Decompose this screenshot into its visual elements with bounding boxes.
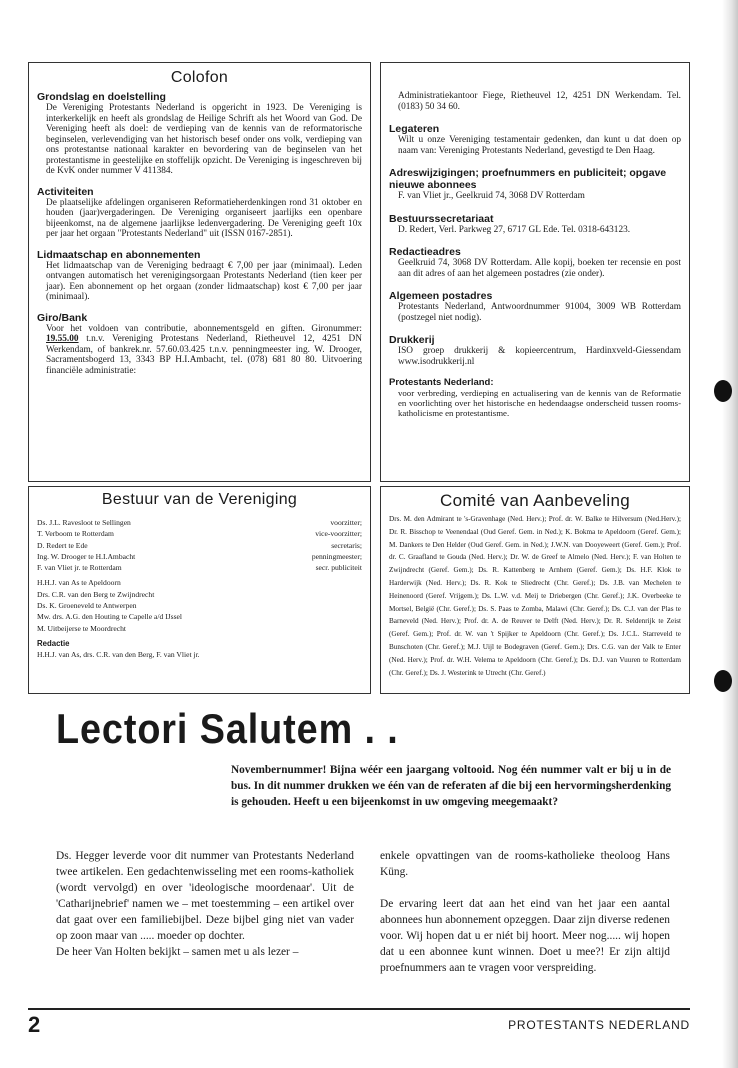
colofon-box bbox=[28, 62, 371, 482]
giro-body bbox=[46, 324, 362, 377]
officer-name: Ing. W. Drooger te H.I.Ambacht bbox=[37, 551, 136, 561]
grondslag-heading: Grondslag en doelstelling bbox=[37, 91, 166, 103]
postadres-body: Protestants Nederland, Antwoordnummer 91004, 3009 WB Rotterdam (postzegel niet nodig). bbox=[398, 302, 681, 323]
page-headline: Lectori Salutem . . bbox=[56, 705, 399, 752]
activiteiten-body: De plaatselijke afdelingen organiseren Reformatieherdenkingen rond 31 oktober en houden (jaar)vergaderingen. De Vereniging organiseert jaarlijks een openbare bijeenkomst, na de algemene jaarlijkse ledenvergadering. De Vereniging geeft 10x per jaar het orgaan "Protestants Nederland" uit (ISSN 0167-2851). bbox=[46, 197, 362, 239]
bestuurssecretariaat-heading: Bestuurssecretariaat bbox=[389, 212, 494, 225]
pn-heading: Protestants Nederland: bbox=[389, 377, 494, 388]
binding-hole bbox=[714, 380, 732, 402]
officer-name: D. Redert te Ede bbox=[37, 540, 88, 550]
member-item: H.H.J. van As te Apeldoorn bbox=[37, 578, 121, 588]
giro-heading: Giro/Bank bbox=[37, 311, 88, 324]
giro-text-after: t.n.v. Vereniging Protestans Nederland, Rietheuvel 12, 4251 DN Werkendam, of bankrek.nr. 57.60.03.425 t.n.v. penningmeester ing. W. Drooger, Sacramentsbogerd 13, 3343 BP H.I.Ambacht, tel. (078) 681 80 80. Uitvoering financiële administratie: bbox=[46, 334, 362, 376]
article-paragraph: Ds. Hegger leverde voor dit nummer van Protestants Nederland twee artikelen. Een gedachtenwisseling met een rooms-katholiek (wordt vervolgd) en over 'ideologische moordenaar'. Uit de 'Catharijnebrief' namen we – met toestemming – een artikel over dat gaat over een familiebijbel. Deze bijbel ging niet van vader op zoon maar van ..... moeder op dochter. bbox=[56, 850, 354, 942]
article-paragraph: enkele opvattingen van de rooms-katholieke theoloog Hans Küng. bbox=[380, 850, 670, 878]
drukkerij-heading: Drukkerij bbox=[389, 334, 435, 346]
drukkerij-body: ISO groep drukkerij & kopieercentrum, Hardinxveld-Giessendam www.isodrukkerij.nl bbox=[398, 346, 681, 367]
officer-name: T. Verboom te Rotterdam bbox=[37, 529, 114, 539]
legateren-heading: Legateren bbox=[389, 123, 440, 135]
magazine-name: PROTESTANTS NEDERLAND bbox=[508, 1018, 690, 1032]
comite-title: Comité van Aanbeveling bbox=[440, 491, 630, 510]
lidmaatschap-heading: Lidmaatschap en abonnementen bbox=[37, 248, 201, 261]
member-item: Drs. C.R. van den Berg te Zwijndrecht bbox=[37, 589, 155, 599]
officer-role: penningmeester; bbox=[311, 551, 362, 561]
article-paragraph: De ervaring leert dat aan het eind van het jaar een aantal abonnees hun abonnement opzeggen. Daar zijn diverse redenen voor. Wij hopen dat u er niét bij hoort. Meer nog..... wij hopen dat u een abonnee kunt winnen. Doet u mee?! Er zijn altijd proefnummers aan te vragen voor verspreiding. bbox=[380, 898, 670, 974]
grondslag-body: De Vereniging Protestants Nederland is opgericht in 1923. De Vereniging is interkerkelijk en heeft als grondslag de Heilige Schrift als het Woord van God. De Vereniging heeft als doel: de verdieping van de kennis van de reformatorische beginselen, verlevendiging van het historisch besef onder ons volk, verdieping van ons protestantse nationaal karakter en bevordering van de beginselen van het protestantisme in geestelijke en stoffelijk opzicht. De Vereniging is ingeschreven bij de KvK onder nummer V 411384. bbox=[46, 103, 362, 176]
activiteiten-heading: Activiteiten bbox=[37, 185, 94, 198]
comite-box bbox=[380, 486, 690, 694]
binding-hole bbox=[714, 670, 732, 692]
officer-row bbox=[37, 517, 362, 528]
pn-body: voor verbreding, verdieping en actualisering van de kennis van de Reformatie en voorlichting over het historische en hedendaagse onderscheid tussen rooms-katholicisme en protestantisme. bbox=[398, 388, 681, 418]
officer-role: vice-voorzitter; bbox=[315, 529, 362, 539]
footer-rule bbox=[28, 1008, 690, 1010]
lidmaatschap-body: Het lidmaatschap van de Vereniging bedraagt € 7,00 per jaar (minimaal). Leden ontvangen automatisch het verenigingsorgaan Protestants Nederland (tien keer per jaar). Een abonnement op het orgaan (zonder lidmaatschap) kost € 7,00 per jaar (minimaal). bbox=[46, 260, 362, 302]
colofon-continued-box bbox=[380, 62, 690, 482]
administratie-address: Administratiekantoor Fiege, Rietheuvel 12, 4251 DN Werkendam. Tel. (0183) 50 34 60. bbox=[398, 91, 681, 112]
adreswijzigingen-body: F. van Vliet jr., Geelkruid 74, 3068 DV Rotterdam bbox=[398, 191, 585, 201]
member-item: Ds. K. Groeneveld te Antwerpen bbox=[37, 601, 137, 611]
officer-row bbox=[37, 528, 362, 539]
page-edge-shadow bbox=[722, 0, 738, 1068]
giro-text-before: Voor het voldoen van contributie, abonnementsgeld en giften. Gironummer: bbox=[46, 323, 362, 334]
officer-role: secr. publiciteit bbox=[315, 563, 362, 573]
officer-name: Ds. J.L. Ravesloot te Sellingen bbox=[37, 518, 131, 527]
redactie-heading: Redactie bbox=[37, 638, 70, 648]
officer-role: secretaris; bbox=[331, 540, 362, 550]
comite-members: Drs. M. den Admirant te 's-Gravenhage (Ned. Herv.); Prof. dr. W. Balke te Hilversum (Ned.Herv.); Dr. R. Bisschop te Veenendaal (Oud Geref. Gem. in Ned.); K. Bokma te Apeldoorn (Geref. Gem.); M. Dankers te Den Helder (Oud Geref. Gem. in Ned.); J.W.N. van Dooyeweert (Geref. Gem.); Prof. dr. C. Graafland te Gouda (Ned. Herv.); Dr. W. de Greef te Almelo (Ned. Herv.); F. van Holten te Zwijndrecht (Geref. Gem.); Ds. R. Kattenberg te Arnhem (Geref. Gem.); Ds. H.F. Klok te Harderwijk (Ned. Herv.); Ds. R. Kok te Sliedrecht (Chr. Geref.); Ds. J.B. van Mechelen te Heinenoord (Geref. Vrijgem.); Ds. L.W. v.d. Meij te Driebergen (Chr. Geref.); J.K. Overbeeke te Mortsel, België (Chr. Geref.); Ds. S. Paas te Zomba, Malawi (Chr. Geref.); Ds. C.J. van der Plas te Barneveld (Ned. Herv.); Prof. dr. A. de Reuver te Delft (Ned. Herv.); Dr. R. Seldenrijk te Zeist (Geref. Gem.); Prof. dr. W. van 't Spijker te Apeldoorn (Chr. Geref.); Ds. J.C.L. Starreveld te Bunschoten (Chr. Geref.); M.J. Uijl te Bodegraven (Geref. Gem.); Drs. C.G. van der Valk te Enter (Ned. Herv.); Prof. dr. W.H. Velema te Apeldoorn (Chr. Geref.); Ds. D.J. van Vuuren te Rotterdam (Chr. Geref.); Ds. J. Westerink te Utrecht (Chr. Geref.) bbox=[389, 515, 681, 677]
officer-name: F. van Vliet jr. te Rotterdam bbox=[37, 563, 122, 573]
adreswijzigingen-heading: Adreswijzigingen; proefnummers en publiciteit; opgave nieuwe abonnees bbox=[389, 167, 667, 191]
article-paragraph: De heer Van Holten bekijkt – samen met u als lezer – bbox=[56, 946, 299, 958]
bestuur-box bbox=[28, 486, 371, 694]
bestuurssecretariaat-body: D. Redert, Verl. Parkweg 27, 6717 GL Ede. Tel. 0318-643123. bbox=[398, 224, 631, 235]
article-column-left bbox=[56, 848, 354, 960]
article-intro: Novembernummer! Bijna wéér een jaargang voltooid. Nog één nummer valt er bij u in de bus. In dit nummer drukken we één van de referaten af die bij een hervormingsherdenking is gehouden. Heeft u een bijeenkomst in uw omgeving meegemaakt? bbox=[231, 764, 671, 808]
redactie-members: H.H.J. van As, drs. C.R. van den Berg, F. van Vliet jr. bbox=[37, 649, 200, 659]
officer-row bbox=[37, 551, 362, 562]
page-number: 2 bbox=[28, 1012, 41, 1037]
officer-row bbox=[37, 562, 362, 573]
redactieadres-heading: Redactieadres bbox=[389, 246, 461, 258]
postadres-heading: Algemeen postadres bbox=[389, 290, 493, 302]
legateren-body: Wilt u onze Vereniging testamentair gedenken, dan kunt u dat doen op naam van: Vereniging Protestants Nederland, gevestigd te Den Haag. bbox=[398, 135, 681, 156]
member-item: M. Uitbeijerse te Moordrecht bbox=[37, 623, 126, 633]
colofon-title: Colofon bbox=[170, 69, 229, 86]
member-item: Mw. drs. A.G. den Houting te Capelle a/d IJssel bbox=[37, 612, 183, 622]
officer-row bbox=[37, 540, 362, 551]
giro-number: 19.55.00 bbox=[46, 334, 79, 344]
bestuur-title: Bestuur van de Vereniging bbox=[101, 491, 298, 508]
article-column-right bbox=[380, 848, 670, 976]
redactieadres-body: Geelkruid 74, 3068 DV Rotterdam. Alle kopij, boeken ter recensie en post aan dit adres of aan het algemeen postadres (zie onder). bbox=[398, 258, 681, 279]
officer-role: voorzitter; bbox=[330, 518, 362, 527]
